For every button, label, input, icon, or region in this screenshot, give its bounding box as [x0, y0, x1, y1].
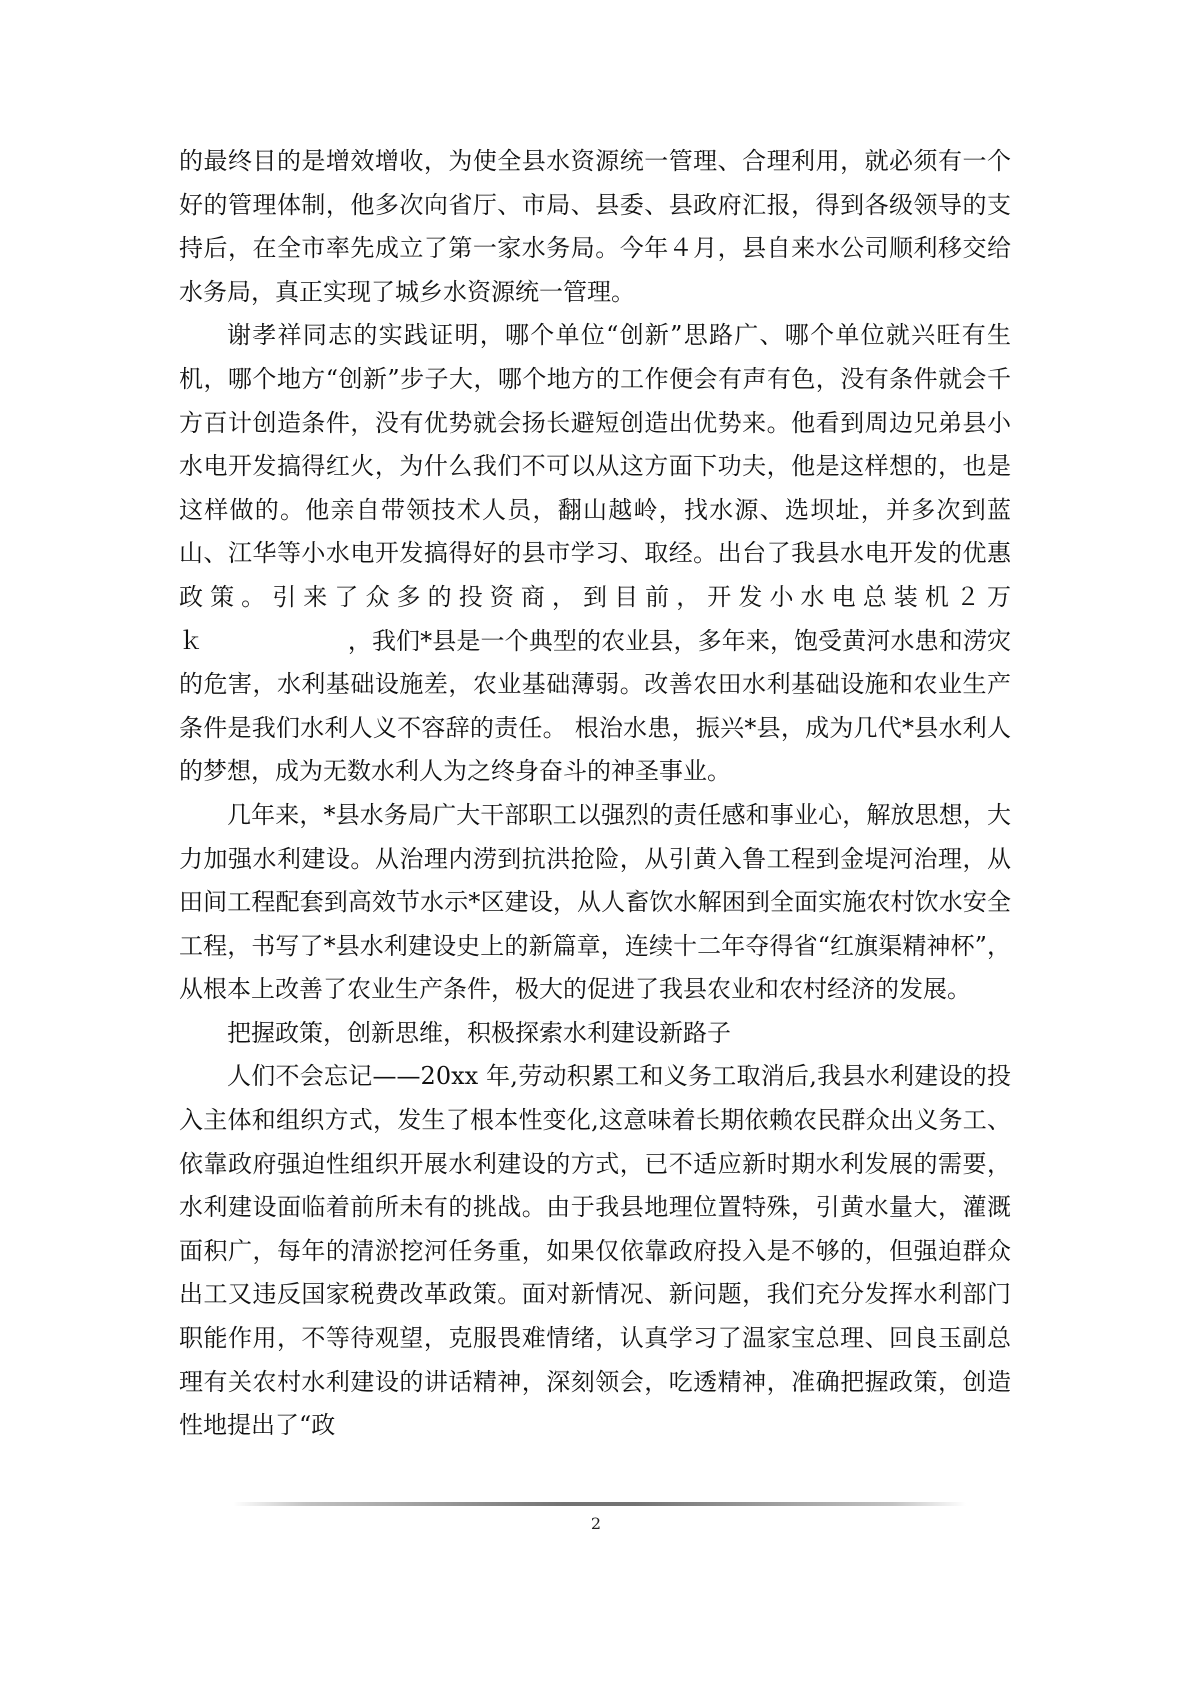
document-body: [179, 140, 1011, 1448]
paragraph-2: 谢孝祥同志的实践证明，哪个单位“创新”思路广、哪个单位就兴旺有生机，哪个地方“创新”步子大，哪个地方的工作便会有声有色，没有条件就会千方百计创造条件，没有优势就会扬长避短创造出优势来。他看到周边兄弟县小水电开发搞得红火，为什么我们不可以从这方面下功夫，他是这样想的，也是这样做的。他亲自带领技术人员，翻山越岭，找水源、选坝址，并多次到蓝山、江华等小水电开发搞得好的县市学习、取经。出台了我县水电开发的优惠政策。引来了众多的投资商，到目前，开发小水电总装机２万ｋ ，我们*县是一个典型的农业县，多年来，饱受黄河水患和涝灾的危害，水利基础设施差，农业基础薄弱。改善农田水利基础设施和农业生产条件是我们水利人义不容辞的责任。 根治水患，振兴*县，成为几代*县水利人的梦想，成为无数水利人为之终身奋斗的神圣事业。: [179, 321, 1011, 786]
paragraph-1: 的最终目的是增效增收，为使全县水资源统一管理、合理利用，就必须有一个好的管理体制，他多次向省厅、市局、县委、县政府汇报，得到各级领导的支持后，在全市率先成立了第一家水务局。今年４月，县自来水公司顺利移交给水务局，真正实现了城乡水资源统一管理。: [179, 147, 1011, 306]
footer-divider: [233, 1502, 966, 1506]
paragraph-4: 人们不会忘记——20xx 年,劳动积累工和义务工取消后,我县水利建设的投入主体和组织方式，发生了根本性变化,这意味着长期依赖农民群众出义务工、依靠政府强迫性组织开展水利建设的方式，已不适应新时期水利发展的需要，水利建设面临着前所未有的挑战。由于我县地理位置特殊，引黄水量大，灌溉面积广，每年的清淤挖河任务重，如果仅依靠政府投入是不够的，但强迫群众出工又违反国家税费改革政策。面对新情况、新问题，我们充分发挥水利部门职能作用，不等待观望，克服畏难情绪，认真学习了温家宝总理、回良玉副总理有关农村水利建设的讲话精神，深刻领会，吃透精神，准确把握政策，创造性地提出了“政: [179, 1062, 1011, 1440]
paragraph-3: 几年来，*县水务局广大干部职工以强烈的责任感和事业心，解放思想，大力加强水利建设。从治理内涝到抗洪抢险，从引黄入鲁工程到金堤河治理，从田间工程配套到高效节水示*区建设，从人畜饮水解困到全面实施农村饮水安全工程，书写了*县水利建设史上的新篇章，连续十二年夺得省“红旗渠精神杯”，从根本上改善了农业生产条件，极大的促进了我县农业和农村经济的发展。: [179, 800, 1011, 1004]
page-number: 2: [590, 1514, 602, 1533]
section-heading: 把握政策，创新思维，积极探索水利建设新路子: [227, 1018, 731, 1047]
